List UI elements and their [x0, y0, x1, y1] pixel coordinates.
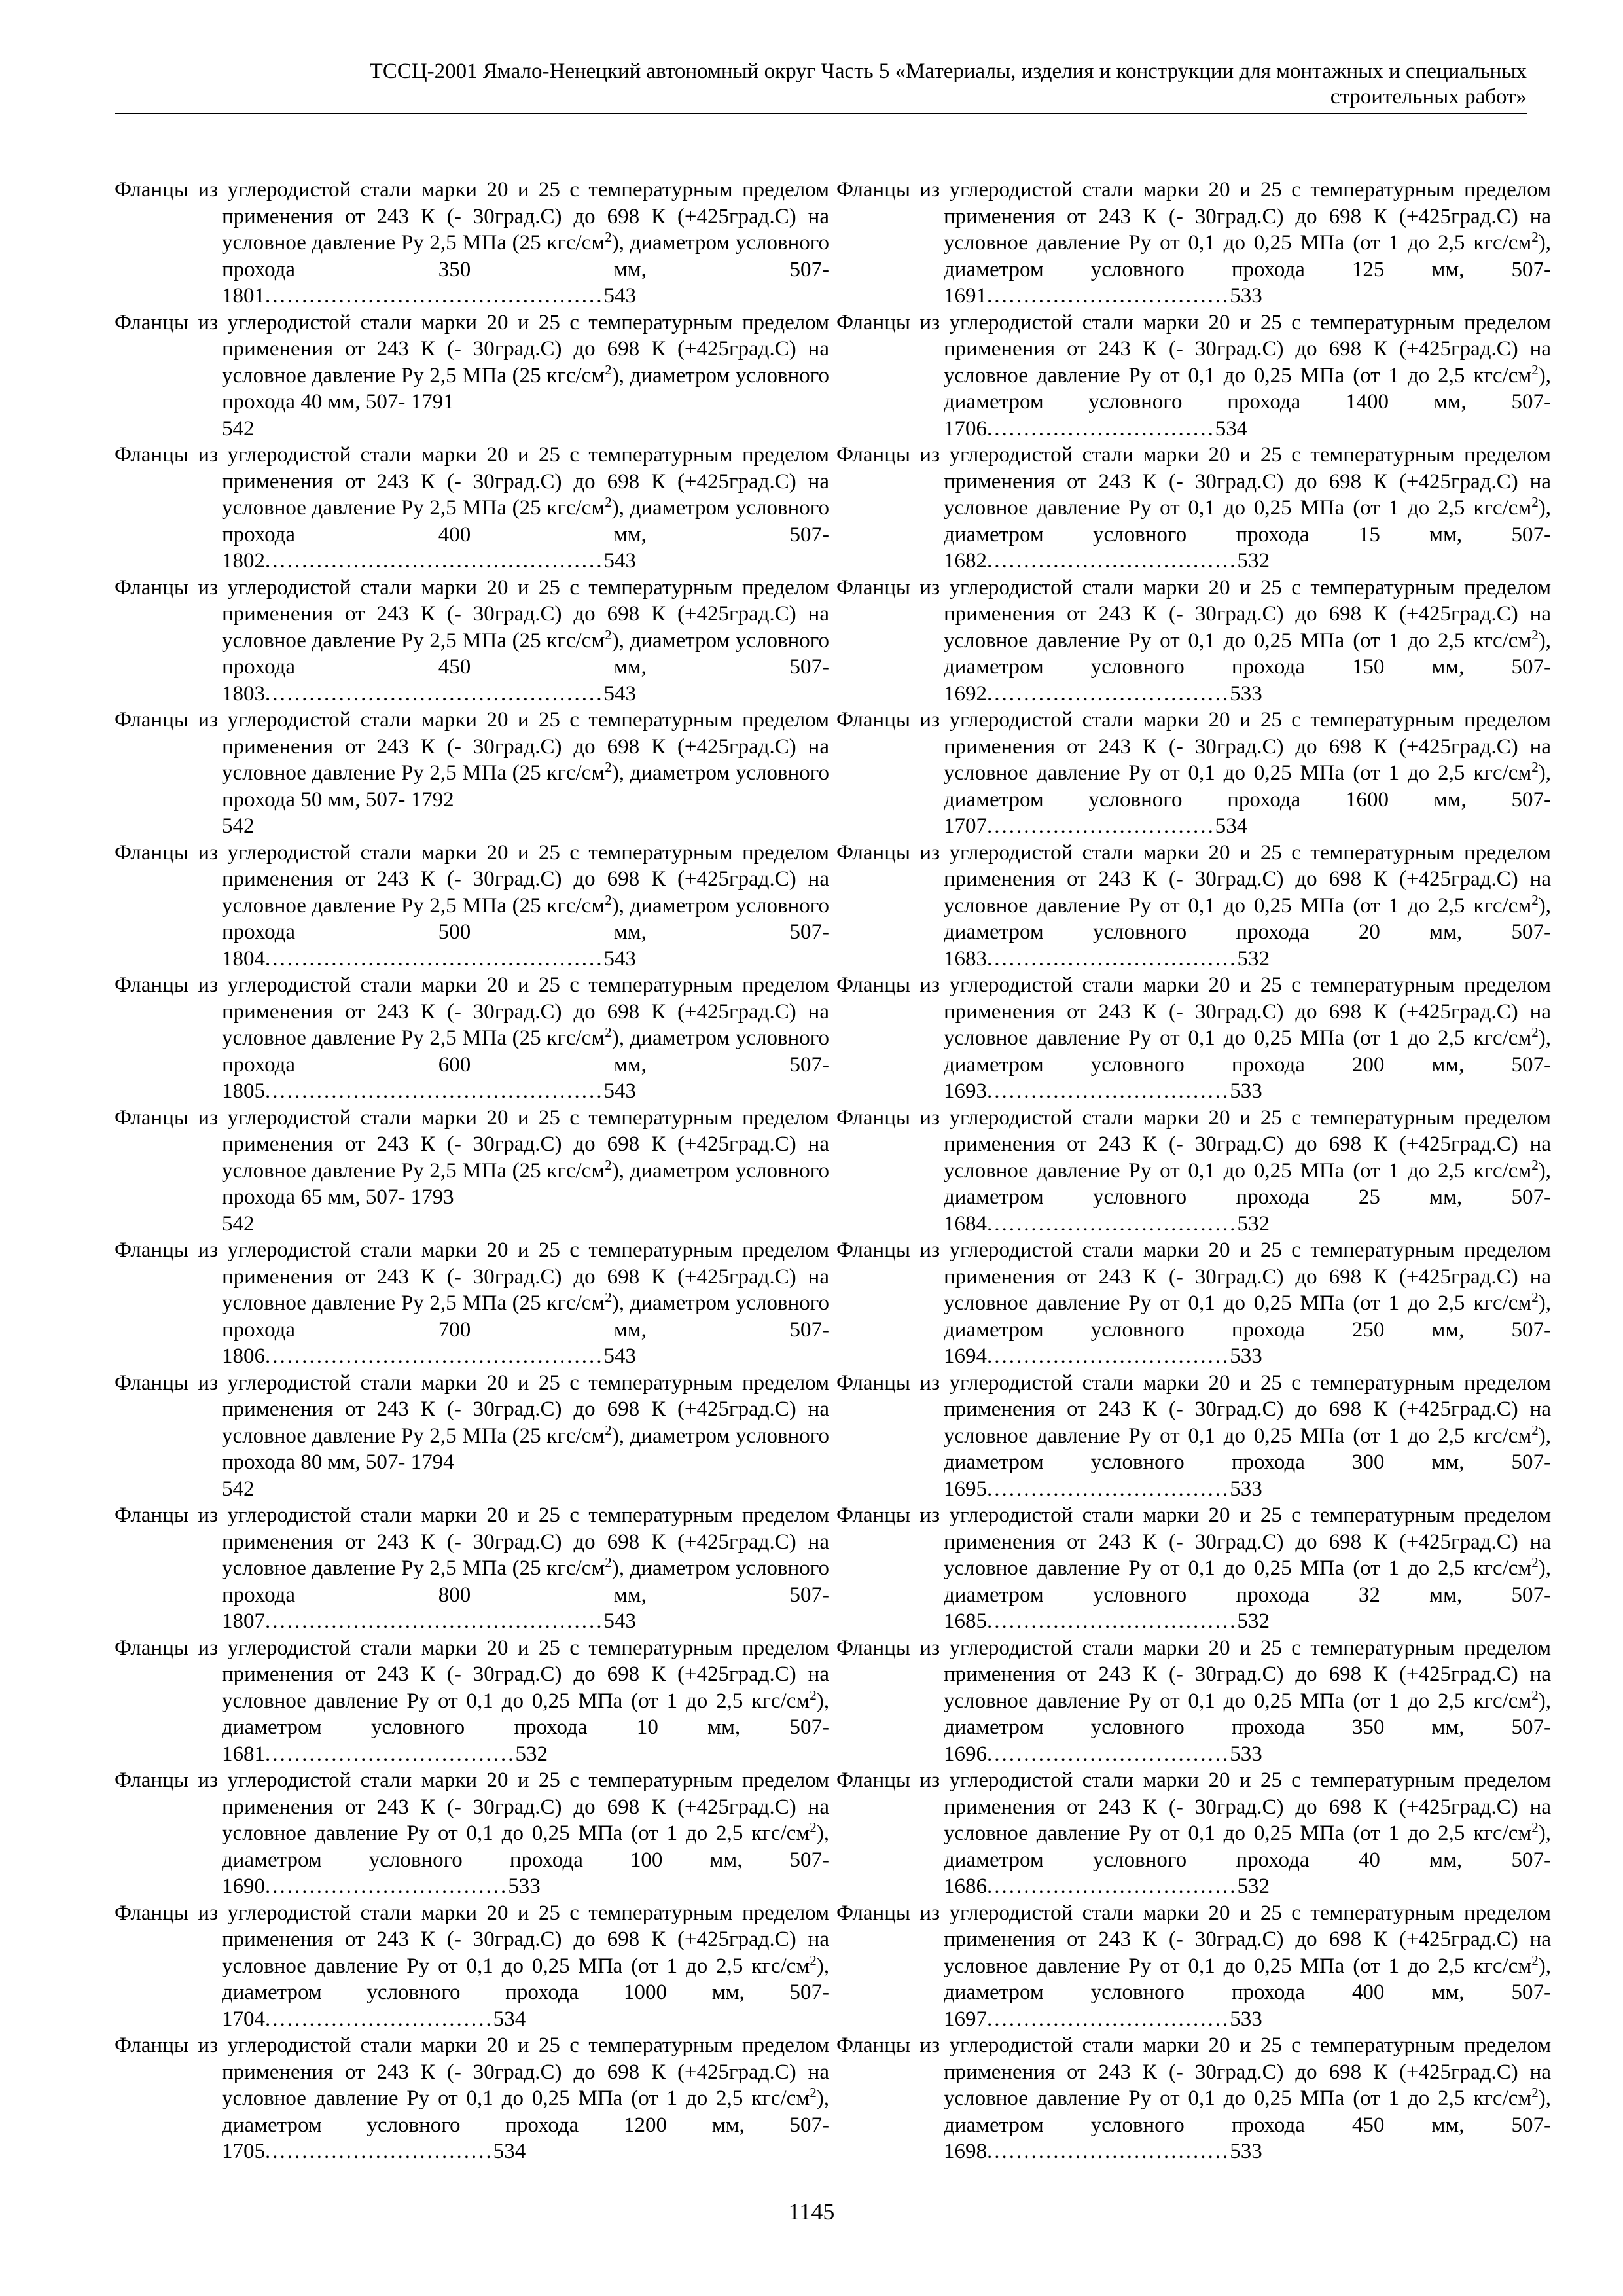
index-entry: [836, 1900, 1551, 2033]
entry-text: Фланцы из углеродистой стали марки 20 и 25 с температурным пределом применения от 243 К (- 30град.С) до 698 К (+425град.С) на условное давление Ру 2,5 МПа (25 кгс/см: [115, 708, 829, 785]
entry-text: Фланцы из углеродистой стали марки 20 и 25 с температурным пределом применения от 243 К (- 30град.С) до 698 К (+425град.С) на условное давление Ру от 0,1 до 0,25 МПа (от 1 до 2,5 кгс/см: [836, 443, 1551, 520]
entry-leader-dots: ..............................................: [265, 1079, 604, 1103]
entry-text-tail: ), диаметром условного прохода 50 мм, 507- 1792: [222, 761, 830, 812]
index-entry: [836, 177, 1551, 310]
entry-leader-dots: ..............................................: [265, 681, 604, 706]
entry-text-tail: ), диаметром условного прохода 25 мм, 507- 1684: [944, 1158, 1551, 1236]
index-entry: [115, 1635, 829, 1768]
index-entry: [836, 575, 1551, 708]
entry-leader-dots: ...............................: [265, 2140, 493, 2163]
entry-page-number: 533: [508, 1874, 541, 1898]
entry-superscript: 2: [605, 891, 612, 908]
entry-text: Фланцы из углеродистой стали марки 20 и 25 с температурным пределом применения от 243 К (- 30град.С) до 698 К (+425град.С) на условное давление Ру 2,5 МПа (25 кгс/см: [115, 575, 829, 653]
index-column-left: [115, 177, 829, 2165]
entry-text: Фланцы из углеродистой стали марки 20 и 25 с температурным пределом применения от 243 К (- 30град.С) до 698 К (+425град.С) на условное давление Ру от 0,1 до 0,25 МПа (от 1 до 2,5 кгс/см: [115, 1901, 829, 1978]
index-entry: [836, 1105, 1551, 1238]
entry-text-tail: ), диаметром условного прохода 350 мм, 507- 1696: [944, 1689, 1551, 1766]
entry-superscript: 2: [1531, 1687, 1539, 1703]
entry-text: Фланцы из углеродистой стали марки 20 и 25 с температурным пределом применения от 243 К (- 30град.С) до 698 К (+425град.С) на условное давление Ру 2,5 МПа (25 кгс/см: [115, 443, 829, 520]
entry-page-number: 534: [1215, 814, 1248, 838]
entry-page-number: 532: [1237, 549, 1270, 573]
index-entry: [115, 1502, 829, 1635]
entry-text: Фланцы из углеродистой стали марки 20 и 25 с температурным пределом применения от 243 К (- 30град.С) до 698 К (+425град.С) на условное давление Ру 2,5 МПа (25 кгс/см: [115, 1238, 829, 1315]
index-entry: [836, 2032, 1551, 2165]
entry-superscript: 2: [605, 1024, 612, 1040]
entry-page-number: 533: [1230, 1079, 1262, 1103]
entry-page-number: 543: [603, 1609, 636, 1633]
entry-leader-dots: ...............................: [265, 2007, 493, 2031]
entry-text: Фланцы из углеродистой стали марки 20 и 25 с температурным пределом применения от 243 К (- 30град.С) до 698 К (+425град.С) на условное давление Ру от 0,1 до 0,25 МПа (от 1 до 2,5 кгс/см: [836, 1636, 1551, 1713]
entry-superscript: 2: [1531, 891, 1539, 908]
index-entry: [115, 1237, 829, 1370]
entry-leader-dots: ..............................................: [265, 284, 604, 308]
entry-text: Фланцы из углеродистой стали марки 20 и 25 с температурным пределом применения от 243 К (- 30град.С) до 698 К (+425град.С) на условное давление Ру 2,5 МПа (25 кгс/см: [115, 1503, 829, 1580]
entry-page-number: 532: [1237, 1211, 1270, 1236]
entry-text-tail: ), диаметром условного прохода 1000 мм, 507- 1704: [222, 1954, 829, 2031]
index-column-right: [836, 177, 1551, 2165]
entry-text-tail: ), диаметром условного прохода 400 мм, 507-1802: [222, 496, 830, 573]
entry-text-tail: ), диаметром условного прохода 350 мм, 507-1801: [222, 231, 830, 308]
entry-page-number: 534: [493, 2007, 526, 2031]
index-entry: [836, 442, 1551, 575]
entry-superscript: 2: [605, 1422, 612, 1438]
index-entry: [836, 1370, 1551, 1503]
entry-leader-dots: ..................................: [987, 1874, 1238, 1898]
entry-leader-dots: ..................................: [987, 946, 1238, 971]
entry-leader-dots: ..................................: [987, 549, 1238, 573]
entry-superscript: 2: [605, 1289, 612, 1305]
index-entry: [115, 575, 829, 708]
entry-page-number: 532: [1237, 1609, 1270, 1633]
header-line-2: строительных работ»: [1330, 85, 1527, 109]
entry-superscript: 2: [605, 626, 612, 643]
entry-page-number: 533: [1230, 2007, 1262, 2031]
entry-leader-dots: ..............................................: [265, 1609, 604, 1633]
entry-superscript: 2: [605, 361, 612, 378]
index-entry: [836, 1635, 1551, 1768]
index-entry: [836, 840, 1551, 973]
index-entry: [836, 972, 1551, 1105]
entry-page-number: 543: [603, 549, 636, 573]
index-entry: [115, 2032, 829, 2165]
entry-leader-dots: ..................................: [987, 1609, 1238, 1633]
entry-text-tail: ), диаметром условного прохода 800 мм, 507-1807: [222, 1556, 830, 1633]
entry-superscript: 2: [605, 229, 612, 245]
entry-page-number: 533: [1230, 1742, 1262, 1766]
entry-superscript: 2: [810, 2085, 817, 2100]
entry-leader-dots: .................................: [987, 2007, 1230, 2031]
entry-page-number: 532: [515, 1742, 548, 1766]
entry-text: Фланцы из углеродистой стали марки 20 и 25 с температурным пределом применения от 243 К (- 30град.С) до 698 К (+425град.С) на условное давление Ру от 0,1 до 0,25 МПа (от 1 до 2,5 кгс/см: [115, 2034, 829, 2110]
entry-superscript: 2: [1531, 1952, 1539, 1968]
entry-text: Фланцы из углеродистой стали марки 20 и 25 с температурным пределом применения от 243 К (- 30град.С) до 698 К (+425град.С) на условное давление Ру от 0,1 до 0,25 МПа (от 1 до 2,5 кгс/см: [836, 2034, 1551, 2110]
entry-superscript: 2: [1531, 229, 1539, 245]
index-entry: [115, 707, 829, 840]
entry-text-tail: ), диаметром условного прохода 500 мм, 507-1804: [222, 893, 830, 971]
entry-leader-dots: ..............................................: [265, 1344, 604, 1368]
entry-text-tail: ), диаметром условного прохода 600 мм, 507-1805: [222, 1026, 830, 1103]
entry-text-tail: ), диаметром условного прохода 100 мм, 507- 1690: [222, 1821, 829, 1898]
entry-text: Фланцы из углеродистой стали марки 20 и 25 с температурным пределом применения от 243 К (- 30град.С) до 698 К (+425град.С) на условное давление Ру от 0,1 до 0,25 МПа (от 1 до 2,5 кгс/см: [115, 1768, 829, 1845]
entry-page-number: 534: [493, 2140, 526, 2163]
entry-superscript: 2: [605, 494, 612, 510]
entry-text-tail: ), диаметром условного прохода 15 мм, 507- 1682: [944, 496, 1551, 573]
entry-superscript: 2: [1531, 759, 1539, 775]
entry-text-tail: ), диаметром условного прохода 200 мм, 507- 1693: [944, 1026, 1551, 1103]
index-entry: [836, 310, 1551, 442]
entry-leader-dots: ...............................: [987, 814, 1215, 838]
entry-superscript: 2: [810, 1952, 817, 1968]
entry-text: Фланцы из углеродистой стали марки 20 и 25 с температурным пределом применения от 243 К (- 30град.С) до 698 К (+425град.С) на условное давление Ру от 0,1 до 0,25 МПа (от 1 до 2,5 кгс/см: [836, 1105, 1551, 1183]
entry-leader-dots: ...............................: [987, 416, 1215, 440]
entry-superscript: 2: [1531, 1157, 1539, 1173]
entry-text-tail: ), диаметром условного прохода 400 мм, 507- 1697: [944, 1954, 1551, 2031]
index-entry: [115, 442, 829, 575]
entry-superscript: 2: [1531, 626, 1539, 643]
entry-text: Фланцы из углеродистой стали марки 20 и 25 с температурным пределом применения от 243 К (- 30град.С) до 698 К (+425град.С) на условное давление Ру 2,5 МПа (25 кгс/см: [115, 1371, 829, 1448]
entry-leader-dots: .................................: [987, 1079, 1230, 1103]
page-number: 1145: [788, 2198, 835, 2225]
entry-text: Фланцы из углеродистой стали марки 20 и 25 с температурным пределом применения от 243 К (- 30град.С) до 698 К (+425град.С) на условное давление Ру от 0,1 до 0,25 МПа (от 1 до 2,5 кгс/см: [836, 840, 1551, 918]
entry-superscript: 2: [1531, 1422, 1539, 1438]
entry-leader-dots: .................................: [987, 1477, 1230, 1501]
entry-text: Фланцы из углеродистой стали марки 20 и 25 с температурным пределом применения от 243 К (- 30град.С) до 698 К (+425град.С) на условное давление Ру от 0,1 до 0,25 МПа (от 1 до 2,5 кгс/см: [836, 310, 1551, 387]
entry-text-tail: ), диаметром условного прохода 10 мм, 507- 1681: [222, 1689, 829, 1766]
entry-text-tail: ), диаметром условного прохода 65 мм, 507- 1793: [222, 1158, 830, 1209]
entry-page-number: 532: [1237, 946, 1270, 971]
entry-text-tail: ), диаметром условного прохода 20 мм, 507- 1683: [944, 893, 1551, 971]
entry-leader-dots: .................................: [987, 1742, 1230, 1766]
entry-text-tail: ), диаметром условного прохода 40 мм, 507- 1791: [222, 363, 830, 414]
entry-superscript: 2: [1531, 1554, 1539, 1570]
entry-text: Фланцы из углеродистой стали марки 20 и 25 с температурным пределом применения от 243 К (- 30град.С) до 698 К (+425град.С) на условное давление Ру от 0,1 до 0,25 МПа (от 1 до 2,5 кгс/см: [836, 1768, 1551, 1845]
entry-text-tail: ), диаметром условного прохода 450 мм, 507-1803: [222, 628, 830, 706]
entry-superscript: 2: [605, 1157, 612, 1173]
entry-superscript: 2: [1531, 1289, 1539, 1305]
entry-text-tail: ), диаметром условного прохода 80 мм, 507- 1794: [222, 1424, 830, 1474]
entry-page-number: 533: [1230, 2140, 1262, 2163]
entry-text: Фланцы из углеродистой стали марки 20 и 25 с температурным пределом применения от 243 К (- 30град.С) до 698 К (+425град.С) на условное давление Ру 2,5 МПа (25 кгс/см: [115, 973, 829, 1050]
index-entry: [115, 1767, 829, 1900]
entry-superscript: 2: [1531, 361, 1539, 378]
entry-superscript: 2: [605, 759, 612, 775]
entry-page-number: 533: [1230, 1344, 1262, 1368]
entry-page-number: 534: [1215, 416, 1248, 440]
entry-text-tail: ), диаметром условного прохода 125 мм, 507- 1691: [944, 231, 1551, 308]
entry-text-tail: ), диаметром условного прохода 300 мм, 507- 1695: [944, 1424, 1551, 1501]
entry-text-tail: ), диаметром условного прохода 250 мм, 507- 1694: [944, 1291, 1551, 1368]
index-entry: [115, 1370, 829, 1503]
entry-text: Фланцы из углеродистой стали марки 20 и 25 с температурным пределом применения от 243 К (- 30град.С) до 698 К (+425град.С) на условное давление Ру от 0,1 до 0,25 МПа (от 1 до 2,5 кгс/см: [836, 973, 1551, 1050]
entry-text: Фланцы из углеродистой стали марки 20 и 25 с температурным пределом применения от 243 К (- 30град.С) до 698 К (+425град.С) на условное давление Ру 2,5 МПа (25 кгс/см: [115, 840, 829, 918]
entry-text: Фланцы из углеродистой стали марки 20 и 25 с температурным пределом применения от 243 К (- 30град.С) до 698 К (+425град.С) на условное давление Ру от 0,1 до 0,25 МПа (от 1 до 2,5 кгс/см: [836, 1503, 1551, 1580]
entry-leader-dots: ..................................: [265, 1742, 516, 1766]
entry-text: Фланцы из углеродистой стали марки 20 и 25 с температурным пределом применения от 243 К (- 30град.С) до 698 К (+425град.С) на условное давление Ру от 0,1 до 0,25 МПа (от 1 до 2,5 кгс/см: [836, 708, 1551, 785]
entry-page-number: 533: [1230, 1477, 1262, 1501]
entry-text-tail: ), диаметром условного прохода 32 мм, 507- 1685: [944, 1556, 1551, 1633]
entry-text: Фланцы из углеродистой стали марки 20 и 25 с температурным пределом применения от 243 К (- 30град.С) до 698 К (+425град.С) на условное давление Ру 2,5 МПа (25 кгс/см: [115, 178, 829, 255]
index-entry: [115, 840, 829, 973]
entry-page-number: 543: [603, 1079, 636, 1103]
index-entry: [836, 1237, 1551, 1370]
entry-leader-dots: .................................: [987, 681, 1230, 706]
header-line-1: ТССЦ-2001 Ямало-Ненецкий автономный округ Часть 5 «Материалы, изделия и конструкции для монтажных и специальных: [369, 60, 1527, 83]
entry-text: Фланцы из углеродистой стали марки 20 и 25 с температурным пределом применения от 243 К (- 30град.С) до 698 К (+425град.С) на условное давление Ру от 0,1 до 0,25 МПа (от 1 до 2,5 кгс/см: [115, 1636, 829, 1713]
entry-leader-dots: ..............................................: [265, 549, 604, 573]
entry-page-number: 542: [222, 814, 255, 838]
entry-text: Фланцы из углеродистой стали марки 20 и 25 с температурным пределом применения от 243 К (- 30град.С) до 698 К (+425град.С) на условное давление Ру от 0,1 до 0,25 МПа (от 1 до 2,5 кгс/см: [836, 1901, 1551, 1978]
entry-text-tail: ), диаметром условного прохода 150 мм, 507- 1692: [944, 628, 1551, 706]
entry-text: Фланцы из углеродистой стали марки 20 и 25 с температурным пределом применения от 243 К (- 30град.С) до 698 К (+425град.С) на условное давление Ру 2,5 МПа (25 кгс/см: [115, 1105, 829, 1183]
index-entry: [115, 177, 829, 310]
entry-page-number: 542: [222, 1477, 255, 1501]
entry-superscript: 2: [810, 1687, 817, 1703]
entry-leader-dots: ..............................................: [265, 946, 604, 971]
entry-page-number: 542: [222, 1211, 255, 1236]
entry-text: Фланцы из углеродистой стали марки 20 и 25 с температурным пределом применения от 243 К (- 30град.С) до 698 К (+425град.С) на условное давление Ру от 0,1 до 0,25 МПа (от 1 до 2,5 кгс/см: [836, 1371, 1551, 1448]
entry-text-tail: ), диаметром условного прохода 40 мм, 507- 1686: [944, 1821, 1551, 1898]
index-entry: [115, 310, 829, 442]
entry-page-number: 533: [1230, 284, 1262, 308]
entry-page-number: 533: [1230, 681, 1262, 706]
entry-page-number: 543: [603, 946, 636, 971]
entry-leader-dots: .................................: [265, 1874, 508, 1898]
index-entry: [836, 1502, 1551, 1635]
entry-text: Фланцы из углеродистой стали марки 20 и 25 с температурным пределом применения от 243 К (- 30град.С) до 698 К (+425град.С) на условное давление Ру от 0,1 до 0,25 МПа (от 1 до 2,5 кгс/см: [836, 178, 1551, 255]
entry-page-number: 543: [603, 1344, 636, 1368]
entry-page-number: 543: [603, 681, 636, 706]
entry-page-number: 532: [1237, 1874, 1270, 1898]
entry-page-number: 542: [222, 416, 255, 440]
entry-text-tail: ), диаметром условного прохода 700 мм, 507-1806: [222, 1291, 830, 1368]
entry-text-tail: ), диаметром условного прохода 1200 мм, 507- 1705: [222, 2087, 829, 2163]
entry-text-tail: ), диаметром условного прохода 450 мм, 507- 1698: [944, 2087, 1551, 2163]
entry-superscript: 2: [1531, 1024, 1539, 1040]
entry-superscript: 2: [810, 1820, 817, 1835]
entry-leader-dots: .................................: [987, 284, 1230, 308]
entry-text: Фланцы из углеродистой стали марки 20 и 25 с температурным пределом применения от 243 К (- 30град.С) до 698 К (+425град.С) на условное давление Ру от 0,1 до 0,25 МПа (от 1 до 2,5 кгс/см: [836, 575, 1551, 653]
entry-superscript: 2: [605, 1554, 612, 1570]
entry-text-tail: ), диаметром условного прохода 1400 мм, 507- 1706: [944, 363, 1551, 440]
entry-leader-dots: .................................: [987, 2140, 1230, 2163]
entry-text: Фланцы из углеродистой стали марки 20 и 25 с температурным пределом применения от 243 К (- 30град.С) до 698 К (+425град.С) на условное давление Ру 2,5 МПа (25 кгс/см: [115, 310, 829, 387]
index-entry: [115, 1105, 829, 1238]
entry-text-tail: ), диаметром условного прохода 1600 мм, 507- 1707: [944, 761, 1551, 838]
entry-superscript: 2: [1531, 2085, 1539, 2100]
entry-page-number: 543: [603, 284, 636, 308]
index-entry: [115, 972, 829, 1105]
index-entry: [836, 707, 1551, 840]
index-entry: [836, 1767, 1551, 1900]
index-entry: [115, 1900, 829, 2033]
running-header: [115, 59, 1527, 114]
entry-leader-dots: ..................................: [987, 1211, 1238, 1236]
entry-text: Фланцы из углеродистой стали марки 20 и 25 с температурным пределом применения от 243 К (- 30град.С) до 698 К (+425град.С) на условное давление Ру от 0,1 до 0,25 МПа (от 1 до 2,5 кгс/см: [836, 1238, 1551, 1315]
entry-superscript: 2: [1531, 1820, 1539, 1835]
entry-superscript: 2: [1531, 494, 1539, 510]
entry-leader-dots: .................................: [987, 1344, 1230, 1368]
